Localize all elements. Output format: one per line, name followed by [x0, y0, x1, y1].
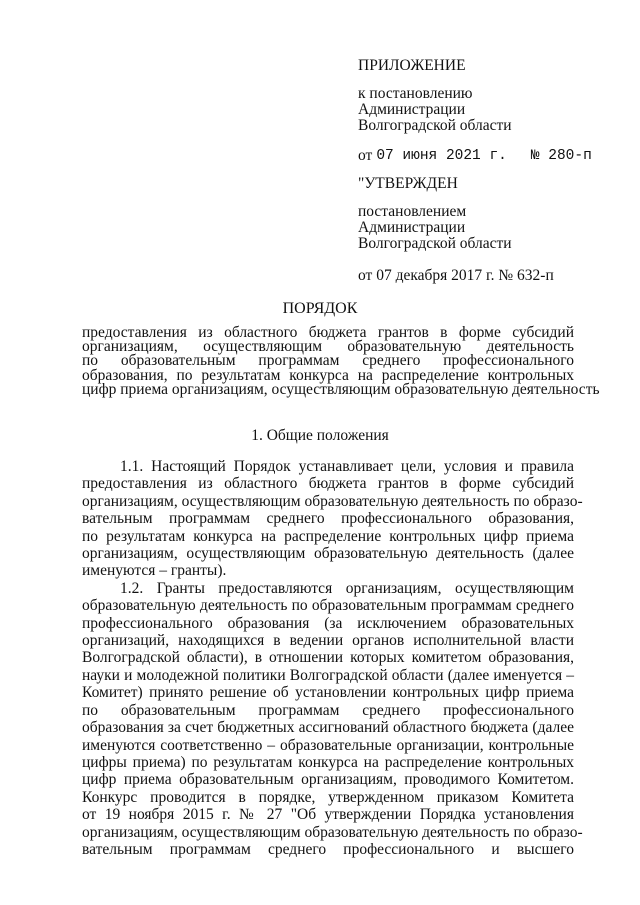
- body-line: 1.1. Настоящий Порядок устанавливает цели, условия и правила: [120, 458, 574, 475]
- body-line: цифры приема) по результатам конкурса на распределение контрольных: [82, 753, 574, 771]
- appendix-block: [358, 58, 618, 164]
- body-line: от 19 ноября 2015 г. № 27 "Об утверждении Порядка установления: [82, 806, 574, 824]
- document-title: ПОРЯДОК: [282, 300, 358, 317]
- body-line: цифр приема образовательным организациям, проводимого Комитетом.: [82, 771, 574, 789]
- approved-ref: от 07 декабря 2017 г. № 632-п: [358, 267, 554, 284]
- body-line: организациям, осуществляющим образовательную деятельность по образо-: [82, 823, 583, 841]
- subtitle-line: предоставления из областного бюджета грантов в форме субсидий: [82, 324, 574, 341]
- subtitle-line: образования, по результатам конкурса на распределение контрольных: [82, 366, 574, 384]
- body-line: Комитет) принято решение об установлении контрольных цифр приема: [82, 684, 574, 702]
- subtitle-line: цифр приема организациям, осуществляющим образовательную деятельность: [82, 380, 600, 398]
- appendix-line: Волгоградской области: [358, 117, 512, 134]
- body-line: именуются соответственно – образовательные организации, контрольные: [82, 736, 574, 754]
- appendix-line: Администрации: [358, 101, 466, 118]
- body-line: образовательную деятельность по образовательным программам среднего: [82, 597, 574, 615]
- body-line: организаций, находящихся в ведении органов исполнительной власти: [82, 632, 574, 650]
- appendix-date: 07 июня 2021 г.: [376, 148, 507, 164]
- body-line: образования за счет бюджетных ассигнований областного бюджета (далее: [82, 719, 574, 737]
- document-body: [82, 458, 583, 858]
- section-title: 1. Общие положения: [251, 427, 389, 444]
- appendix-date-prefix: от: [358, 147, 373, 164]
- body-line: организациям, осуществляющим образовательную деятельность (далее: [82, 545, 574, 563]
- body-line: Волгоградской области), в отношении которых комитетом образования,: [82, 649, 574, 667]
- body-line: по результатам конкурса на распределение контрольных цифр приема: [82, 527, 574, 545]
- appendix-title: ПРИЛОЖЕНИЕ: [358, 57, 466, 74]
- approved-line: постановлением: [358, 203, 467, 220]
- body-line: профессионального образования (за исключением образовательных: [82, 614, 574, 632]
- body-line: именуются – гранты).: [82, 562, 227, 580]
- body-line: 1.2. Гранты предоставляются организациям, осуществляющим: [120, 579, 574, 597]
- approved-line: Администрации: [358, 219, 466, 236]
- subtitle-line: по образовательным программам среднего профессионального: [82, 352, 574, 370]
- appendix-number: № 280-п: [530, 148, 592, 164]
- body-line: Конкурс проводится в порядке, утвержденном приказом Комитета: [82, 788, 574, 806]
- appendix-date-row: [358, 148, 618, 164]
- body-line: вательным программам среднего профессионального и высшего: [82, 840, 574, 858]
- appendix-line: к постановлению: [358, 85, 473, 102]
- body-line: по образовательным программам среднего профессионального: [82, 701, 574, 719]
- approved-block: [358, 176, 618, 284]
- approved-line: Волгоградской области: [358, 235, 512, 252]
- body-line: организациям, осуществляющим образовательную деятельность по образо-: [82, 492, 583, 510]
- document-subtitle: [82, 324, 600, 398]
- approved-title: "УТВЕРЖДЕН: [358, 175, 458, 192]
- body-line: предоставления из областного бюджета грантов в форме субсидий: [82, 475, 574, 493]
- subtitle-line: организациям, осуществляющим образовательную деятельность: [82, 338, 574, 356]
- body-line: науки и молодежной политики Волгоградской области (далее именуется –: [82, 666, 574, 684]
- body-line: вательным программам среднего профессионального образования,: [82, 510, 574, 528]
